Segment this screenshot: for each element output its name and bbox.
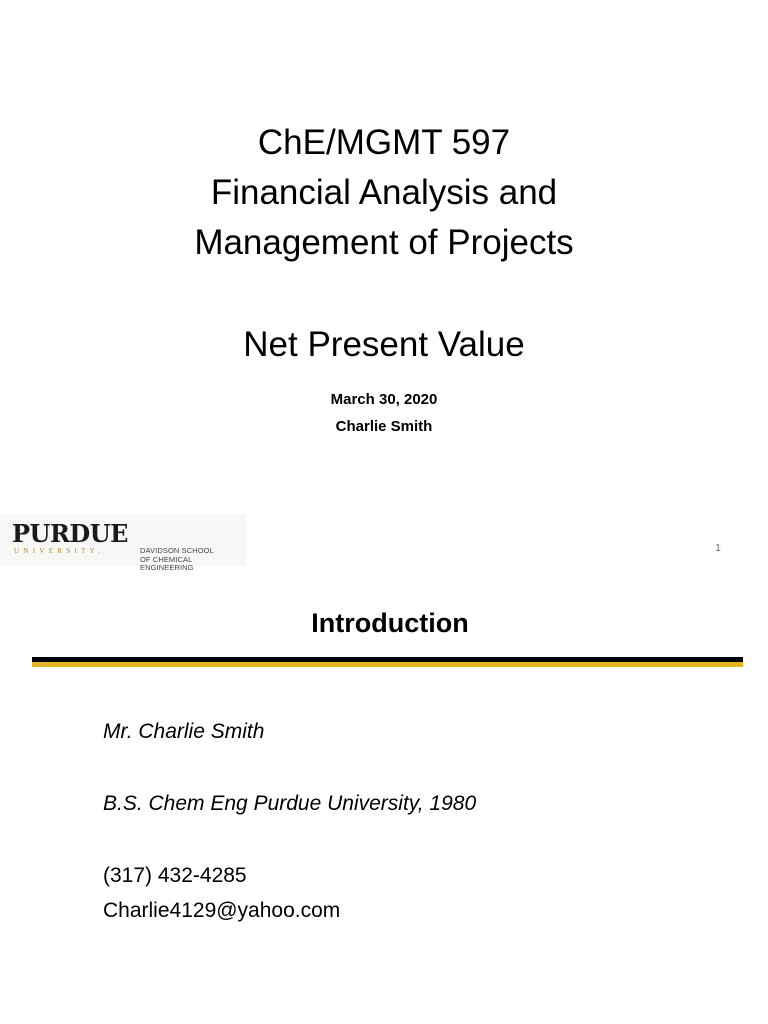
title-line-3: Management of Projects bbox=[194, 223, 574, 262]
speaker-phone: (317) 432-4285 bbox=[103, 864, 247, 887]
title-line-2: Financial Analysis and bbox=[210, 173, 558, 212]
slide-2 bbox=[0, 576, 768, 1024]
university-wordmark: UNIVERSITY. bbox=[14, 547, 105, 555]
speaker-email: Charlie4129@yahoo.com bbox=[103, 899, 341, 922]
slide-subtitle: Net Present Value bbox=[243, 325, 525, 364]
school-name bbox=[140, 547, 246, 573]
presentation-date: March 30, 2020 bbox=[330, 391, 438, 408]
presenter-name: Charlie Smith bbox=[335, 418, 433, 435]
speaker-degree: B.S. Chem Eng Purdue University, 1980 bbox=[103, 792, 477, 815]
purdue-logo bbox=[0, 514, 246, 572]
page-number: 1 bbox=[715, 543, 721, 554]
slide-title: Introduction bbox=[311, 608, 469, 638]
speaker-name: Mr. Charlie Smith bbox=[103, 720, 265, 743]
school-name-line-1: DAVIDSON SCHOOL bbox=[140, 546, 214, 555]
title-rule-gold bbox=[32, 662, 743, 667]
slide-title bbox=[0, 118, 768, 268]
title-line-1: ChE/MGMT 597 bbox=[257, 123, 511, 162]
school-name-line-2: OF CHEMICAL ENGINEERING bbox=[140, 554, 194, 572]
purdue-wordmark: PURDUE bbox=[12, 519, 128, 548]
